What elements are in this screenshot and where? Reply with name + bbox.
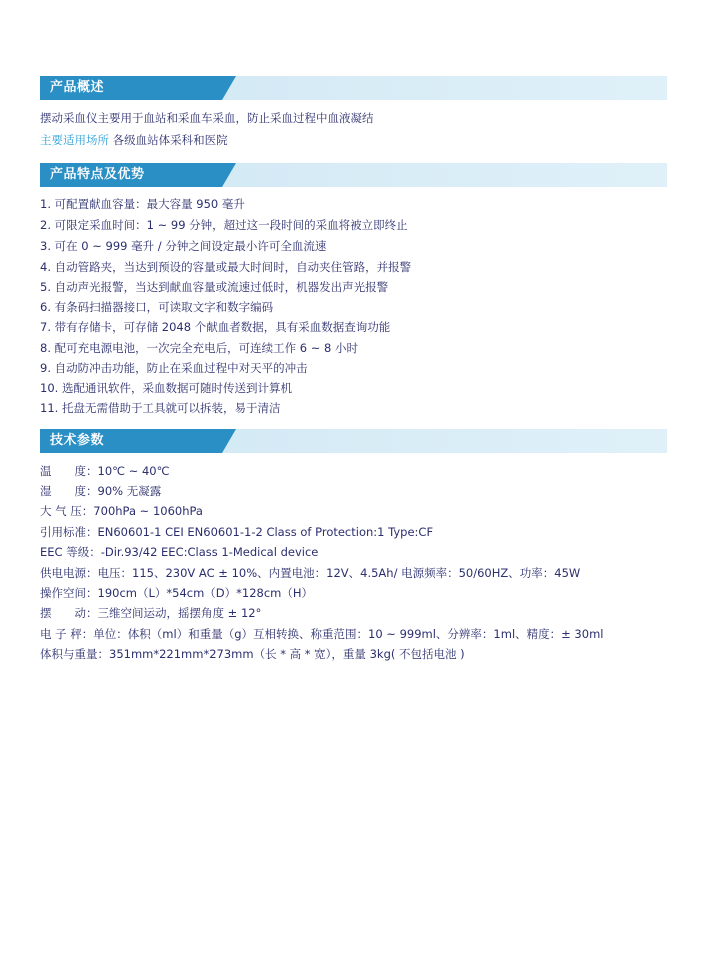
overview-description: 摆动采血仪主要用于血站和采血车采血，防止采血过程中血液凝结: [40, 111, 374, 125]
spec-item: 引用标准：EN60601-1 CEI EN60601-1-2 Class of Protection:1 Type:CF: [40, 525, 434, 539]
applicable-label: 主要适用场所: [40, 133, 109, 147]
spec-item: 电 子 秤：单位：体积（ml）和重量（g）互相转换、称重范围：10 ~ 999ml、分辨率：1ml、精度：± 30ml: [40, 627, 604, 641]
spec-item: 大 气 压：700hPa ~ 1060hPa: [40, 504, 203, 518]
feature-item: 10. 选配通讯软件，采血数据可随时传送到计算机: [40, 381, 292, 395]
feature-item: 9. 自动防冲击功能，防止在采血过程中对天平的冲击: [40, 361, 308, 375]
spec-item: 供电电源：电压：115、230V AC ± 10%、内置电池：12V、4.5Ah/ 电源频率：50/60HZ、功率：45W: [40, 566, 581, 580]
applicable-value: 各级血站体采科和医院: [112, 133, 228, 147]
feature-item: 1. 可配置献血容量：最大容量 950 毫升: [40, 197, 245, 211]
feature-item: 3. 可在 0 ~ 999 毫升 / 分钟之间设定最小许可全血流速: [40, 239, 327, 253]
overview-section-header: [40, 76, 667, 100]
feature-item: 6. 有条码扫描器接口，可读取文字和数字编码: [40, 300, 274, 314]
spec-item: 湿 度：90% 无凝露: [40, 484, 162, 498]
features-title: 产品特点及优势: [50, 167, 145, 182]
feature-item: 5. 自动声光报警，当达到献血容量或流速过低时，机器发出声光报警: [40, 280, 389, 294]
feature-item: 4. 自动管路夹，当达到预设的容量或最大时间时，自动夹住管路，并报警: [40, 260, 412, 274]
spec-item: 温 度：10℃ ~ 40℃: [40, 464, 170, 478]
specs-title: 技术参数: [50, 433, 105, 448]
spec-item: 体积与重量：351mm*221mm*273mm（长 * 高 * 宽），重量 3kg( 不包括电池 ): [40, 647, 465, 661]
feature-item: 11. 托盘无需借助于工具就可以拆装，易于清洁: [40, 401, 281, 415]
overview-title: 产品概述: [50, 80, 105, 95]
feature-item: 7. 带有存储卡，可存储 2048 个献血者数据，具有采血数据查询功能: [40, 320, 391, 334]
features-section-header: [40, 163, 667, 187]
specs-section-header: [40, 429, 667, 453]
spec-item: 摆 动：三维空间运动，摇摆角度 ± 12°: [40, 606, 262, 620]
spec-item: EEC 等级：-Dir.93/42 EEC:Class 1-Medical device: [40, 545, 319, 559]
applicable-places: [40, 133, 228, 147]
feature-item: 2. 可限定采血时间：1 ~ 99 分钟，超过这一段时间的采血将被立即终止: [40, 218, 408, 232]
feature-item: 8. 配可充电源电池，一次完全充电后，可连续工作 6 ~ 8 小时: [40, 341, 359, 355]
spec-item: 操作空间：190cm（L）*54cm（D）*128cm（H）: [40, 586, 314, 600]
